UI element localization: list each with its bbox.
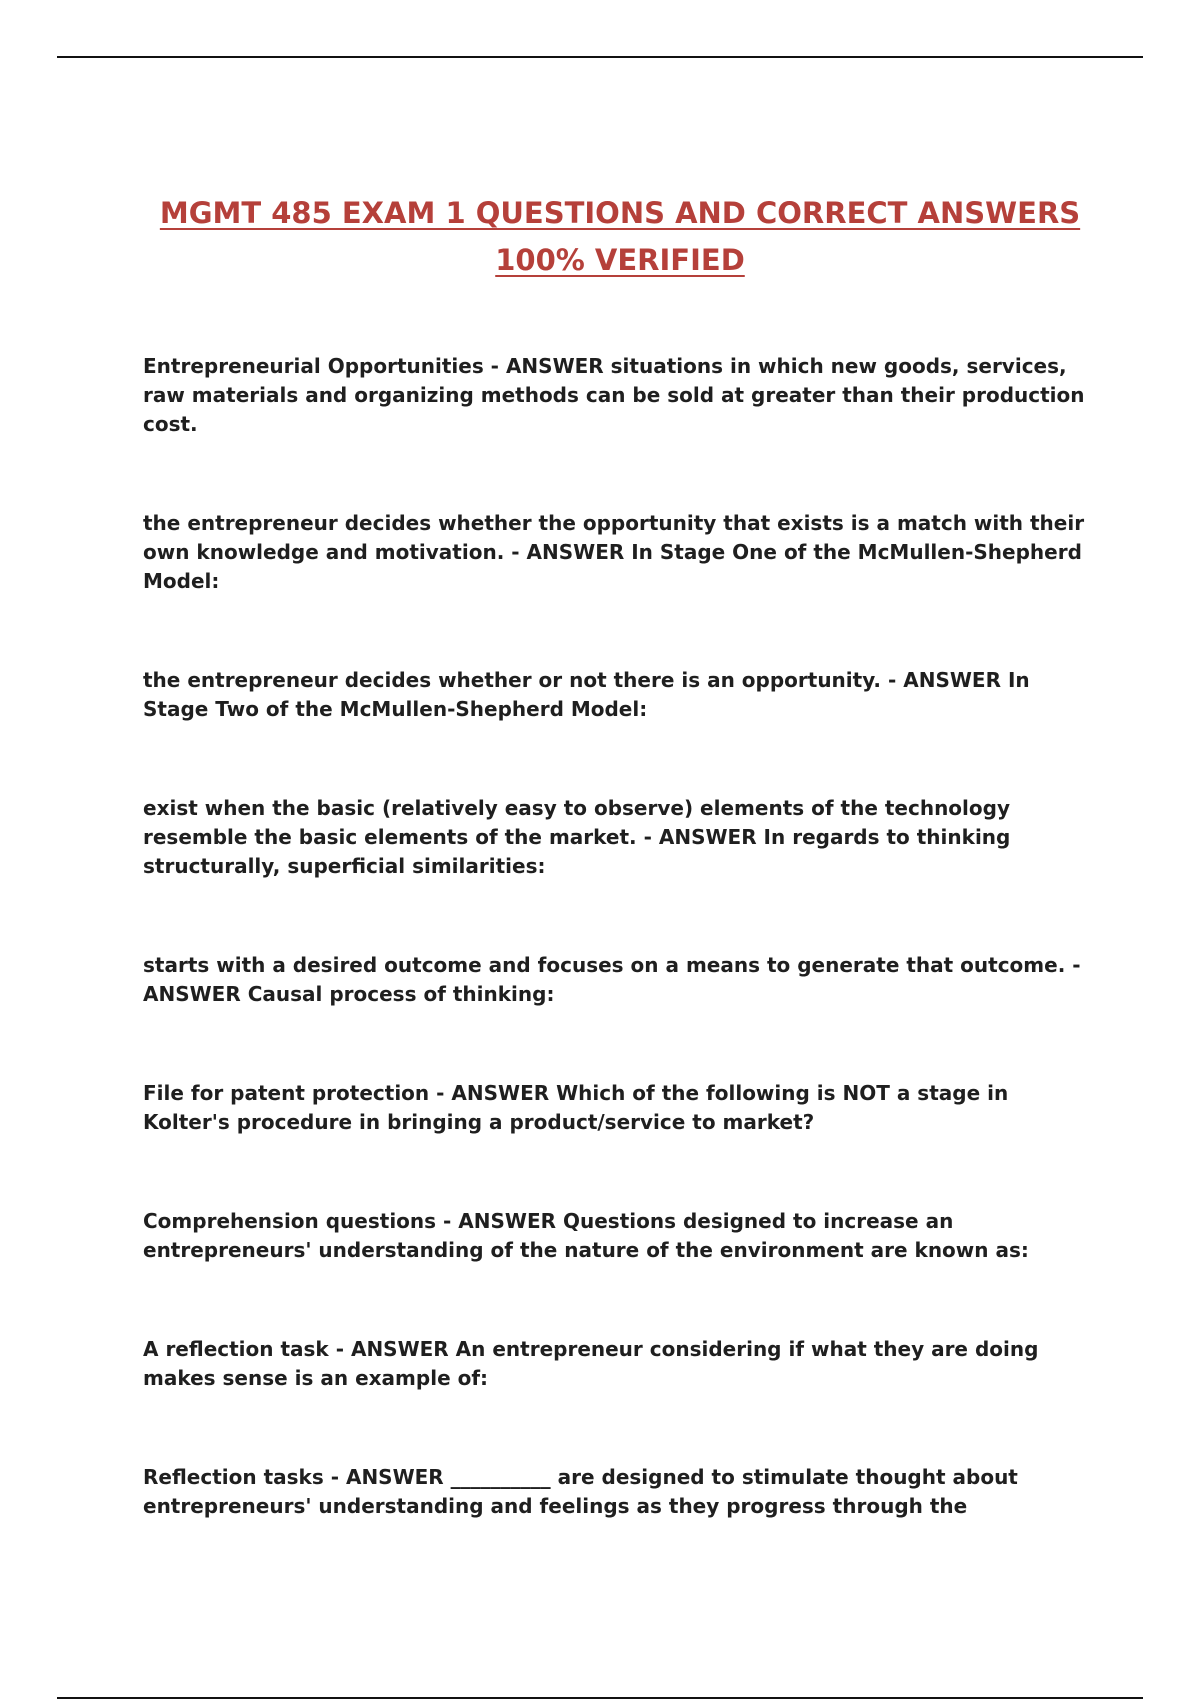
bottom-rule bbox=[57, 1697, 1143, 1699]
qa-item-7: Comprehension questions - ANSWER Questions designed to increase an entrepreneurs' understanding of the nature of the environment are known as: bbox=[143, 1209, 1029, 1262]
qa-item-8: A reflection task - ANSWER An entrepreneur considering if what they are doing makes sense is an example of: bbox=[143, 1337, 1039, 1390]
qa-item-9: Reflection tasks - ANSWER __________ are designed to stimulate thought about entrepreneurs' understanding and feelings as they progress through the bbox=[143, 1465, 1018, 1518]
top-rule bbox=[57, 56, 1143, 58]
document-title bbox=[140, 190, 1100, 284]
qa-item-1: Entrepreneurial Opportunities - ANSWER situations in which new goods, services, raw materials and organizing methods can be sold at greater than their production cost. bbox=[143, 354, 1085, 436]
qa-item-3: the entrepreneur decides whether or not there is an opportunity. - ANSWER In Stage Two of the McMullen-Shepherd Model: bbox=[143, 668, 1030, 721]
qa-item-6: File for patent protection - ANSWER Which of the following is NOT a stage in Kolter's procedure in bringing a product/service to market? bbox=[143, 1081, 1009, 1134]
qa-list bbox=[143, 352, 1093, 1521]
title-line-1: MGMT 485 EXAM 1 QUESTIONS AND CORRECT ANSWERS bbox=[159, 196, 1081, 230]
qa-item-2: the entrepreneur decides whether the opportunity that exists is a match with their own knowledge and motivation. - ANSWER In Stage One of the McMullen-Shepherd Model: bbox=[143, 511, 1085, 593]
qa-item-4: exist when the basic (relatively easy to observe) elements of the technology resemble the basic elements of the market. - ANSWER In regards to thinking structurally, superficial similarities: bbox=[143, 796, 1011, 878]
qa-item-5: starts with a desired outcome and focuses on a means to generate that outcome. - ANSWER Causal process of thinking: bbox=[143, 953, 1081, 1006]
title-line-2: 100% VERIFIED bbox=[495, 243, 745, 277]
